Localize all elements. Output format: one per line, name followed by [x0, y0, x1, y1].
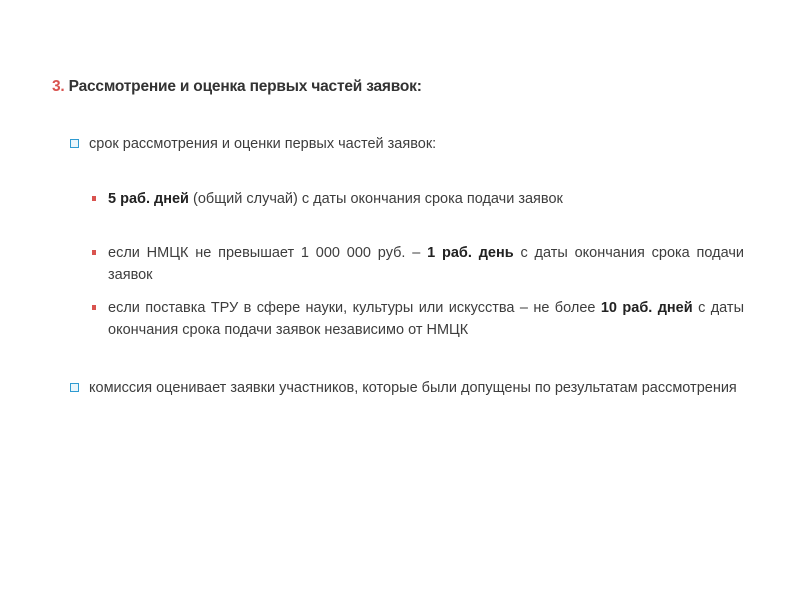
- subitem-text-after: с даты окончания срока подачи заявок независимо от НМЦК: [108, 300, 744, 338]
- bold-term: 1 раб. день: [427, 245, 514, 261]
- subitem-text: [108, 297, 744, 341]
- bullet-text: срок рассмотрения и оценки первых частей заявок:: [89, 136, 437, 152]
- section-number: 3.: [52, 78, 65, 95]
- red-bullet-icon: [92, 196, 96, 201]
- subitem-text-before: если поставка ТРУ в сфере науки, культуры или искусства – не более: [108, 300, 601, 316]
- red-bullet-icon: [92, 250, 96, 255]
- bullet-text: комиссия оценивает заявки участников, которые были допущены по результатам рассмотрения: [89, 380, 737, 396]
- subitem-text-before: если НМЦК не превышает 1 000 000 руб. –: [108, 245, 428, 261]
- subitem-text: [108, 242, 744, 286]
- square-bullet-icon: [70, 383, 79, 392]
- subitem-text: [108, 188, 744, 210]
- red-bullet-icon: [92, 305, 96, 310]
- section-heading: [52, 78, 752, 96]
- subitem-text-after: (общий случай) с даты окончания срока подачи заявок: [188, 191, 563, 207]
- bold-term: 10 раб. дней: [600, 300, 693, 316]
- bold-term: 5 раб. дней: [108, 191, 189, 207]
- subitem-text-after: с даты окончания срока подачи заявок: [108, 245, 744, 283]
- section-title: Рассмотрение и оценка первых частей заявок:: [68, 78, 422, 95]
- square-bullet-icon: [70, 139, 79, 148]
